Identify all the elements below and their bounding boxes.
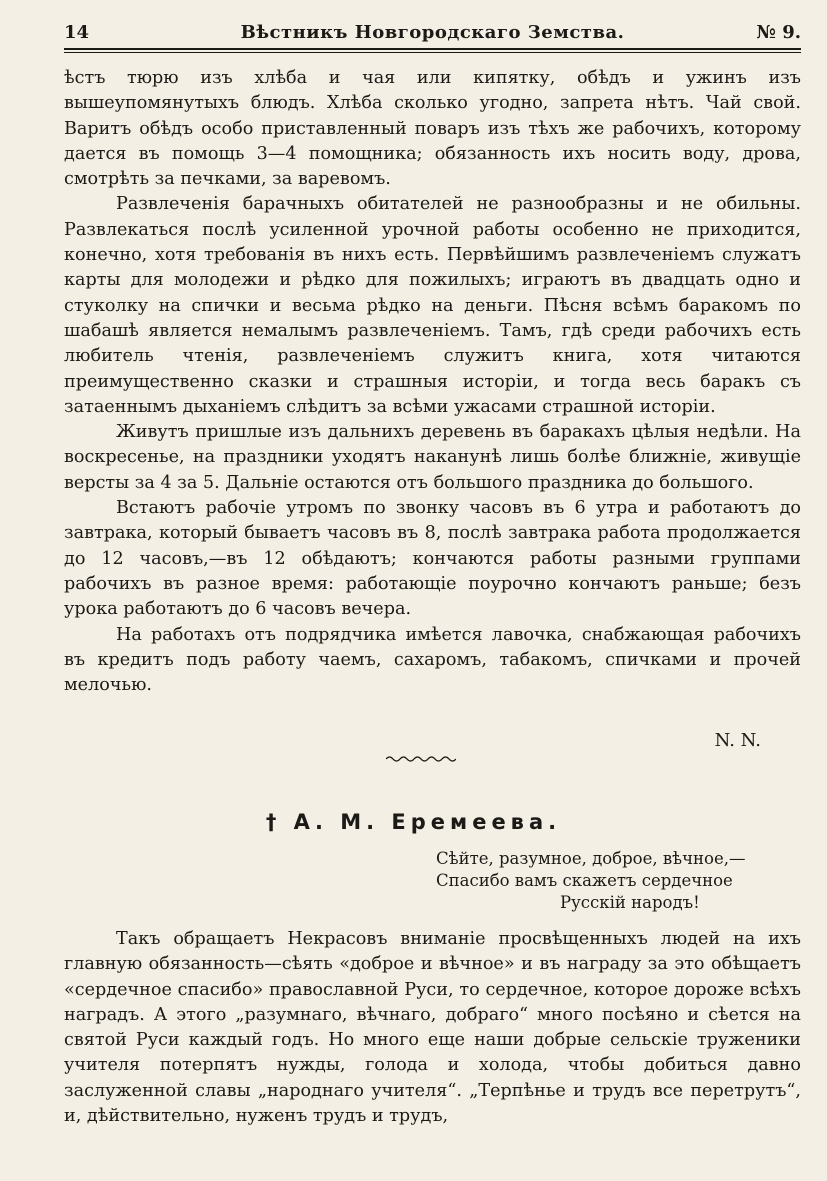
header-rule [64, 48, 801, 50]
paragraph: Живутъ пришлые изъ дальнихъ деревень въ баракахъ цѣлыя недѣли. На воскресенье, на праздники уходятъ наканунѣ лишь болѣе ближніе, живущіе версты за 4 за 5. Дальніе остаются отъ большого праздника до большого. [64, 422, 801, 493]
paragraph: Встаютъ рабочіе утромъ по звонку часовъ въ 6 утра и работаютъ до завтрака, который бываетъ часовъ въ 8, послѣ завтрака работа продолжается до 12 часовъ,—въ 12 обѣдаютъ; кончаются работы разными группами рабочихъ въ разное время: работающіе поурочно кончаютъ раньше; безъ урока работаютъ до 6 часовъ вечера. [64, 498, 801, 620]
page-number: 14 [64, 22, 90, 43]
epigraph-line: Спасибо вамъ скажетъ сердечное [436, 871, 733, 890]
epigraph-line: Русскій народъ! [560, 893, 700, 912]
paragraph: Такъ обращаетъ Некрасовъ вниманіе просвѣщенныхъ людей на ихъ главную обязанность—сѣять «доброе и вѣчное» и въ награду за это обѣщаетъ «сердечное спасибо» православной Руси, то сердечное, которое дороже всѣхъ наградъ. А этого „разумнаго, вѣчнаго, добраго“ много посѣяно и сѣется на святой Руси каждый годъ. Но много еще наши добрые сельскіе труженики учителя потерпятъ нужды, голода и холода, чтобы добиться давно заслуженной славы „народнаго учителя“. „Терпѣнье и трудъ все перетрутъ“, и, дѣйствительно, нуженъ трудъ и трудъ, [64, 929, 801, 1127]
obituary-text [64, 927, 801, 1129]
wavy-divider [386, 753, 456, 765]
header-rule-thin [64, 52, 801, 53]
paragraph: ѣстъ тюрю изъ хлѣба и чая или кипятку, обѣдъ и ужинъ изъ вышеупомянутыхъ блюдъ. Хлѣба сколько угодно, запрета нѣтъ. Чай свой. Варитъ обѣдъ особо приставленный поваръ изъ тѣхъ же рабочихъ, которому дается въ помощь 3—4 помощника; обязанность ихъ носить воду, дрова, смотрѣть за печками, за варевомъ. [64, 68, 801, 190]
paragraph: На работахъ отъ подрядчика имѣется лавочка, снабжающая рабочихъ въ кредитъ подъ работу чаемъ, сахаромъ, табакомъ, спичками и прочей мелочью. [64, 624, 801, 696]
paragraph: Развлеченія барачныхъ обитателей не разнообразны и не обильны. Развлекаться послѣ усиленной урочной работы особенно не приходится, конечно, хотя требованія въ нихъ есть. Первѣйшимъ развлеченіемъ служатъ карты для молодежи и рѣдко для пожилыхъ; играютъ въ двадцать одно и стуколку на спички и весьма рѣдко на деньги. Пѣсня всѣмъ баракомъ по шабашѣ является немалымъ развлеченіемъ. Тамъ, гдѣ среди рабочихъ есть любитель чтенія, развлеченіемъ служитъ книга, хотя читаются преимущественно сказки и страшныя исторіи, и тогда весь баракъ съ затаеннымъ дыханіемъ слѣдитъ за всѣми ужасами страшной исторіи. [64, 194, 801, 417]
article-barracks-text [64, 66, 801, 698]
article-signature: N. N. [714, 730, 761, 751]
page-header [64, 20, 801, 50]
epigraph-line: Сѣйте, разумное, доброе, вѣчное,— [436, 849, 746, 868]
obituary-heading: † А. М. Еремеева. [265, 810, 562, 834]
journal-title: Вѣстникъ Новгородскаго Земства. [240, 22, 625, 43]
epigraph [436, 848, 745, 914]
issue-number: № 9. [756, 22, 801, 43]
